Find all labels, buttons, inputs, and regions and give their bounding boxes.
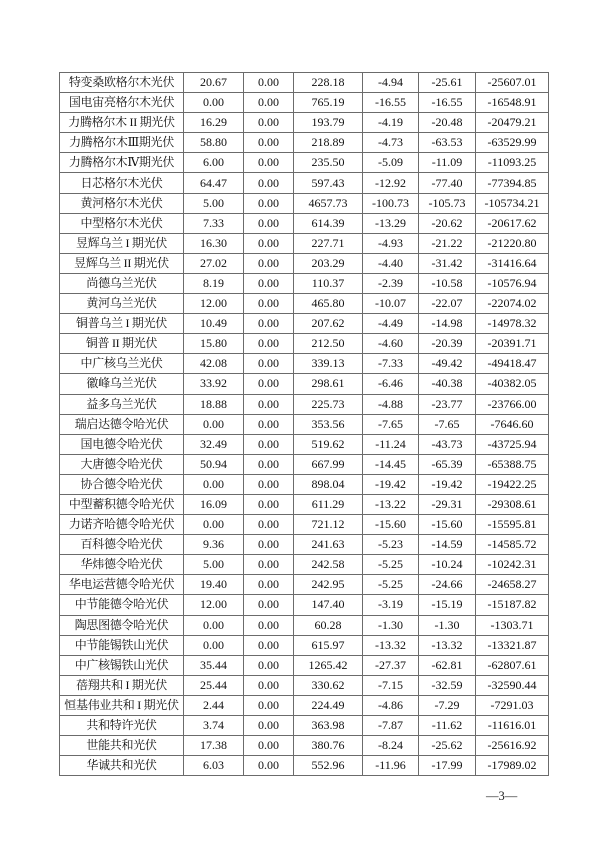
table-row: [60, 273, 549, 293]
value-cell: 18.88: [184, 394, 244, 414]
value-cell: -49418.47: [476, 354, 549, 374]
value-cell: 16.29: [184, 113, 244, 133]
value-cell: 241.63: [294, 535, 363, 555]
value-cell: -14.98: [419, 314, 476, 334]
value-cell: 2.44: [184, 695, 244, 715]
station-name-cell: 益多乌兰光伏: [60, 394, 184, 414]
value-cell: -19422.25: [476, 474, 549, 494]
table-row: [60, 354, 549, 374]
value-cell: 0.00: [244, 716, 294, 736]
value-cell: 667.99: [294, 454, 363, 474]
value-cell: 298.61: [294, 374, 363, 394]
value-cell: 16.09: [184, 494, 244, 514]
value-cell: 242.95: [294, 575, 363, 595]
value-cell: -10.07: [363, 294, 419, 314]
value-cell: -24.66: [419, 575, 476, 595]
value-cell: 1265.42: [294, 655, 363, 675]
value-cell: 207.62: [294, 314, 363, 334]
value-cell: 0.00: [244, 474, 294, 494]
station-name-cell: 中型格尔木光伏: [60, 213, 184, 233]
value-cell: 0.00: [244, 354, 294, 374]
value-cell: -15.60: [419, 515, 476, 535]
value-cell: -4.19: [363, 113, 419, 133]
table-row: [60, 575, 549, 595]
value-cell: -62.81: [419, 655, 476, 675]
value-cell: 721.12: [294, 515, 363, 535]
value-cell: 16.30: [184, 233, 244, 253]
value-cell: 227.71: [294, 233, 363, 253]
value-cell: 10.49: [184, 314, 244, 334]
value-cell: 32.49: [184, 434, 244, 454]
value-cell: -43725.94: [476, 434, 549, 454]
station-name-cell: 陶思图德令哈光伏: [60, 615, 184, 635]
station-name-cell: 徽峰乌兰光伏: [60, 374, 184, 394]
value-cell: -27.37: [363, 655, 419, 675]
value-cell: -21.22: [419, 233, 476, 253]
value-cell: -29308.61: [476, 494, 549, 514]
station-name-cell: 华诚共和光伏: [60, 756, 184, 776]
station-name-cell: 尚德乌兰光伏: [60, 273, 184, 293]
value-cell: -20.62: [419, 213, 476, 233]
station-name-cell: 恒基伟业共和 I 期光伏: [60, 695, 184, 715]
station-name-cell: 协合德令哈光伏: [60, 474, 184, 494]
value-cell: 225.73: [294, 394, 363, 414]
value-cell: 0.00: [184, 414, 244, 434]
station-name-cell: 铜普 II 期光伏: [60, 334, 184, 354]
table-row: [60, 394, 549, 414]
value-cell: 765.19: [294, 93, 363, 113]
table-row: [60, 294, 549, 314]
value-cell: 0.00: [244, 756, 294, 776]
value-cell: 519.62: [294, 434, 363, 454]
station-name-cell: 力腾格尔木Ⅳ期光伏: [60, 153, 184, 173]
value-cell: -40382.05: [476, 374, 549, 394]
value-cell: -77394.85: [476, 173, 549, 193]
value-cell: -7.65: [363, 414, 419, 434]
value-cell: 147.40: [294, 595, 363, 615]
value-cell: -7.33: [363, 354, 419, 374]
value-cell: 0.00: [244, 575, 294, 595]
table-row: [60, 454, 549, 474]
page-number: —3—: [486, 789, 518, 803]
value-cell: -40.38: [419, 374, 476, 394]
value-cell: 50.94: [184, 454, 244, 474]
table-row: [60, 374, 549, 394]
value-cell: -11.96: [363, 756, 419, 776]
value-cell: -14978.32: [476, 314, 549, 334]
station-name-cell: 国电宙亮格尔木光伏: [60, 93, 184, 113]
value-cell: -10.24: [419, 555, 476, 575]
value-cell: 224.49: [294, 695, 363, 715]
value-cell: -13.32: [363, 635, 419, 655]
value-cell: -7.87: [363, 716, 419, 736]
value-cell: -7646.60: [476, 414, 549, 434]
table-row: [60, 655, 549, 675]
value-cell: -5.25: [363, 575, 419, 595]
value-cell: -4.93: [363, 233, 419, 253]
value-cell: 20.67: [184, 73, 244, 93]
value-cell: -5.23: [363, 535, 419, 555]
value-cell: -23766.00: [476, 394, 549, 414]
station-name-cell: 中型蓄积德令哈光伏: [60, 494, 184, 514]
table-row: [60, 615, 549, 635]
pv-station-financial-table: [59, 72, 549, 776]
value-cell: -1.30: [363, 615, 419, 635]
value-cell: -4.49: [363, 314, 419, 334]
value-cell: -31.42: [419, 253, 476, 273]
station-name-cell: 大唐德令哈光伏: [60, 454, 184, 474]
value-cell: 0.00: [244, 535, 294, 555]
station-name-cell: 力诺齐哈德令哈光伏: [60, 515, 184, 535]
station-name-cell: 昱辉乌兰 I 期光伏: [60, 233, 184, 253]
table-row: [60, 113, 549, 133]
value-cell: 19.40: [184, 575, 244, 595]
table-row: [60, 535, 549, 555]
value-cell: -21220.80: [476, 233, 549, 253]
table-row: [60, 555, 549, 575]
value-cell: 597.43: [294, 173, 363, 193]
table-row: [60, 595, 549, 615]
value-cell: -25616.92: [476, 736, 549, 756]
value-cell: 0.00: [244, 334, 294, 354]
value-cell: -20391.71: [476, 334, 549, 354]
value-cell: 27.02: [184, 253, 244, 273]
value-cell: -65388.75: [476, 454, 549, 474]
value-cell: -4.86: [363, 695, 419, 715]
table-row: [60, 213, 549, 233]
table-row: [60, 173, 549, 193]
value-cell: -11093.25: [476, 153, 549, 173]
station-name-cell: 百科德令哈光伏: [60, 535, 184, 555]
value-cell: -10242.31: [476, 555, 549, 575]
table-row: [60, 233, 549, 253]
station-name-cell: 瑞启达德令哈光伏: [60, 414, 184, 434]
value-cell: -43.73: [419, 434, 476, 454]
value-cell: -2.39: [363, 273, 419, 293]
value-cell: -31416.64: [476, 253, 549, 273]
value-cell: -4.73: [363, 133, 419, 153]
value-cell: -17.99: [419, 756, 476, 776]
value-cell: -7.65: [419, 414, 476, 434]
table-row: [60, 314, 549, 334]
value-cell: 615.97: [294, 635, 363, 655]
value-cell: 552.96: [294, 756, 363, 776]
value-cell: -4.94: [363, 73, 419, 93]
value-cell: 0.00: [244, 736, 294, 756]
value-cell: 5.00: [184, 193, 244, 213]
value-cell: 0.00: [244, 494, 294, 514]
station-name-cell: 黄河格尔木光伏: [60, 193, 184, 213]
table-row: [60, 193, 549, 213]
value-cell: 0.00: [244, 173, 294, 193]
value-cell: -25607.01: [476, 73, 549, 93]
value-cell: -4.88: [363, 394, 419, 414]
value-cell: 0.00: [244, 555, 294, 575]
value-cell: 25.44: [184, 675, 244, 695]
value-cell: -63.53: [419, 133, 476, 153]
value-cell: -23.77: [419, 394, 476, 414]
value-cell: -62807.61: [476, 655, 549, 675]
station-name-cell: 中广核乌兰光伏: [60, 354, 184, 374]
value-cell: 6.00: [184, 153, 244, 173]
value-cell: -25.62: [419, 736, 476, 756]
value-cell: 0.00: [184, 474, 244, 494]
value-cell: 0.00: [244, 374, 294, 394]
value-cell: 6.03: [184, 756, 244, 776]
table-row: [60, 133, 549, 153]
value-cell: 0.00: [244, 314, 294, 334]
value-cell: 3.74: [184, 716, 244, 736]
table-row: [60, 434, 549, 454]
table-row: [60, 153, 549, 173]
station-name-cell: 日芯格尔木光伏: [60, 173, 184, 193]
value-cell: 0.00: [244, 73, 294, 93]
table-row: [60, 93, 549, 113]
value-cell: -4.40: [363, 253, 419, 273]
table-row: [60, 736, 549, 756]
value-cell: -20.39: [419, 334, 476, 354]
value-cell: -14.59: [419, 535, 476, 555]
value-cell: -14.45: [363, 454, 419, 474]
value-cell: 0.00: [244, 615, 294, 635]
station-name-cell: 铜普乌兰 I 期光伏: [60, 314, 184, 334]
value-cell: 0.00: [244, 655, 294, 675]
value-cell: 339.13: [294, 354, 363, 374]
value-cell: 0.00: [244, 695, 294, 715]
value-cell: 42.08: [184, 354, 244, 374]
value-cell: 60.28: [294, 615, 363, 635]
value-cell: -63529.99: [476, 133, 549, 153]
value-cell: -15187.82: [476, 595, 549, 615]
value-cell: -19.42: [363, 474, 419, 494]
value-cell: 0.00: [184, 515, 244, 535]
table-row: [60, 73, 549, 93]
value-cell: 465.80: [294, 294, 363, 314]
station-name-cell: 华炜德令哈光伏: [60, 555, 184, 575]
station-name-cell: 国电德令哈光伏: [60, 434, 184, 454]
value-cell: -17989.02: [476, 756, 549, 776]
value-cell: -22074.02: [476, 294, 549, 314]
value-cell: 9.36: [184, 535, 244, 555]
value-cell: 0.00: [244, 93, 294, 113]
value-cell: 0.00: [244, 133, 294, 153]
value-cell: 7.33: [184, 213, 244, 233]
value-cell: -11616.01: [476, 716, 549, 736]
value-cell: -14585.72: [476, 535, 549, 555]
value-cell: 0.00: [184, 615, 244, 635]
station-name-cell: 力腾格尔木 II 期光伏: [60, 113, 184, 133]
table-row: [60, 635, 549, 655]
value-cell: -7.29: [419, 695, 476, 715]
value-cell: -5.25: [363, 555, 419, 575]
value-cell: 110.37: [294, 273, 363, 293]
value-cell: -13.32: [419, 635, 476, 655]
value-cell: 8.19: [184, 273, 244, 293]
value-cell: -15595.81: [476, 515, 549, 535]
value-cell: 15.80: [184, 334, 244, 354]
value-cell: -13.29: [363, 213, 419, 233]
value-cell: -7291.03: [476, 695, 549, 715]
value-cell: 5.00: [184, 555, 244, 575]
value-cell: 330.62: [294, 675, 363, 695]
value-cell: 4657.73: [294, 193, 363, 213]
value-cell: -105734.21: [476, 193, 549, 213]
value-cell: -29.31: [419, 494, 476, 514]
value-cell: -1.30: [419, 615, 476, 635]
value-cell: -16548.91: [476, 93, 549, 113]
value-cell: 0.00: [244, 515, 294, 535]
station-name-cell: 华电运营德令哈光伏: [60, 575, 184, 595]
value-cell: -19.42: [419, 474, 476, 494]
table-row: [60, 515, 549, 535]
value-cell: 898.04: [294, 474, 363, 494]
value-cell: 193.79: [294, 113, 363, 133]
value-cell: -24658.27: [476, 575, 549, 595]
station-name-cell: 特变桑欧格尔木光伏: [60, 73, 184, 93]
value-cell: 0.00: [244, 213, 294, 233]
value-cell: 0.00: [244, 253, 294, 273]
value-cell: -16.55: [419, 93, 476, 113]
value-cell: -11.24: [363, 434, 419, 454]
value-cell: 0.00: [184, 635, 244, 655]
table-row: [60, 253, 549, 273]
value-cell: -20617.62: [476, 213, 549, 233]
value-cell: 0.00: [244, 414, 294, 434]
value-cell: -32590.44: [476, 675, 549, 695]
station-name-cell: 世能共和光伏: [60, 736, 184, 756]
value-cell: -15.60: [363, 515, 419, 535]
station-name-cell: 中广核锡铁山光伏: [60, 655, 184, 675]
value-cell: 17.38: [184, 736, 244, 756]
value-cell: -12.92: [363, 173, 419, 193]
value-cell: -13321.87: [476, 635, 549, 655]
table-row: [60, 716, 549, 736]
value-cell: 228.18: [294, 73, 363, 93]
value-cell: -7.15: [363, 675, 419, 695]
value-cell: -77.40: [419, 173, 476, 193]
value-cell: 242.58: [294, 555, 363, 575]
value-cell: 33.92: [184, 374, 244, 394]
station-name-cell: 黄河乌兰光伏: [60, 294, 184, 314]
value-cell: -105.73: [419, 193, 476, 213]
value-cell: -13.22: [363, 494, 419, 514]
value-cell: -10.58: [419, 273, 476, 293]
table-row: [60, 414, 549, 434]
station-name-cell: 中节能锡铁山光伏: [60, 635, 184, 655]
value-cell: 212.50: [294, 334, 363, 354]
value-cell: 0.00: [244, 434, 294, 454]
value-cell: 0.00: [184, 93, 244, 113]
value-cell: 235.50: [294, 153, 363, 173]
value-cell: 0.00: [244, 193, 294, 213]
value-cell: -1303.71: [476, 615, 549, 635]
value-cell: -4.60: [363, 334, 419, 354]
value-cell: 35.44: [184, 655, 244, 675]
station-name-cell: 共和特许光伏: [60, 716, 184, 736]
value-cell: -10576.94: [476, 273, 549, 293]
table-row: [60, 675, 549, 695]
value-cell: -16.55: [363, 93, 419, 113]
value-cell: -3.19: [363, 595, 419, 615]
table-row: [60, 494, 549, 514]
station-name-cell: 蓓翔共和 I 期光伏: [60, 675, 184, 695]
value-cell: -5.09: [363, 153, 419, 173]
value-cell: -22.07: [419, 294, 476, 314]
value-cell: -11.62: [419, 716, 476, 736]
value-cell: 12.00: [184, 294, 244, 314]
value-cell: -65.39: [419, 454, 476, 474]
value-cell: -6.46: [363, 374, 419, 394]
value-cell: 614.39: [294, 213, 363, 233]
value-cell: -8.24: [363, 736, 419, 756]
table-row: [60, 474, 549, 494]
table-row: [60, 334, 549, 354]
value-cell: 0.00: [244, 454, 294, 474]
value-cell: 353.56: [294, 414, 363, 434]
value-cell: 218.89: [294, 133, 363, 153]
value-cell: -20.48: [419, 113, 476, 133]
value-cell: 12.00: [184, 595, 244, 615]
table-row: [60, 756, 549, 776]
value-cell: -49.42: [419, 354, 476, 374]
table-row: [60, 695, 549, 715]
value-cell: 0.00: [244, 273, 294, 293]
value-cell: 0.00: [244, 294, 294, 314]
value-cell: 363.98: [294, 716, 363, 736]
station-name-cell: 昱辉乌兰 II 期光伏: [60, 253, 184, 273]
value-cell: -11.09: [419, 153, 476, 173]
value-cell: -32.59: [419, 675, 476, 695]
value-cell: 0.00: [244, 394, 294, 414]
value-cell: -25.61: [419, 73, 476, 93]
value-cell: 64.47: [184, 173, 244, 193]
value-cell: 0.00: [244, 113, 294, 133]
value-cell: 0.00: [244, 635, 294, 655]
value-cell: 0.00: [244, 595, 294, 615]
value-cell: 611.29: [294, 494, 363, 514]
value-cell: -100.73: [363, 193, 419, 213]
value-cell: 0.00: [244, 233, 294, 253]
station-name-cell: 中节能德令哈光伏: [60, 595, 184, 615]
value-cell: -15.19: [419, 595, 476, 615]
station-name-cell: 力腾格尔木Ⅲ期光伏: [60, 133, 184, 153]
value-cell: 58.80: [184, 133, 244, 153]
value-cell: -20479.21: [476, 113, 549, 133]
value-cell: 0.00: [244, 675, 294, 695]
value-cell: 380.76: [294, 736, 363, 756]
value-cell: 203.29: [294, 253, 363, 273]
value-cell: 0.00: [244, 153, 294, 173]
